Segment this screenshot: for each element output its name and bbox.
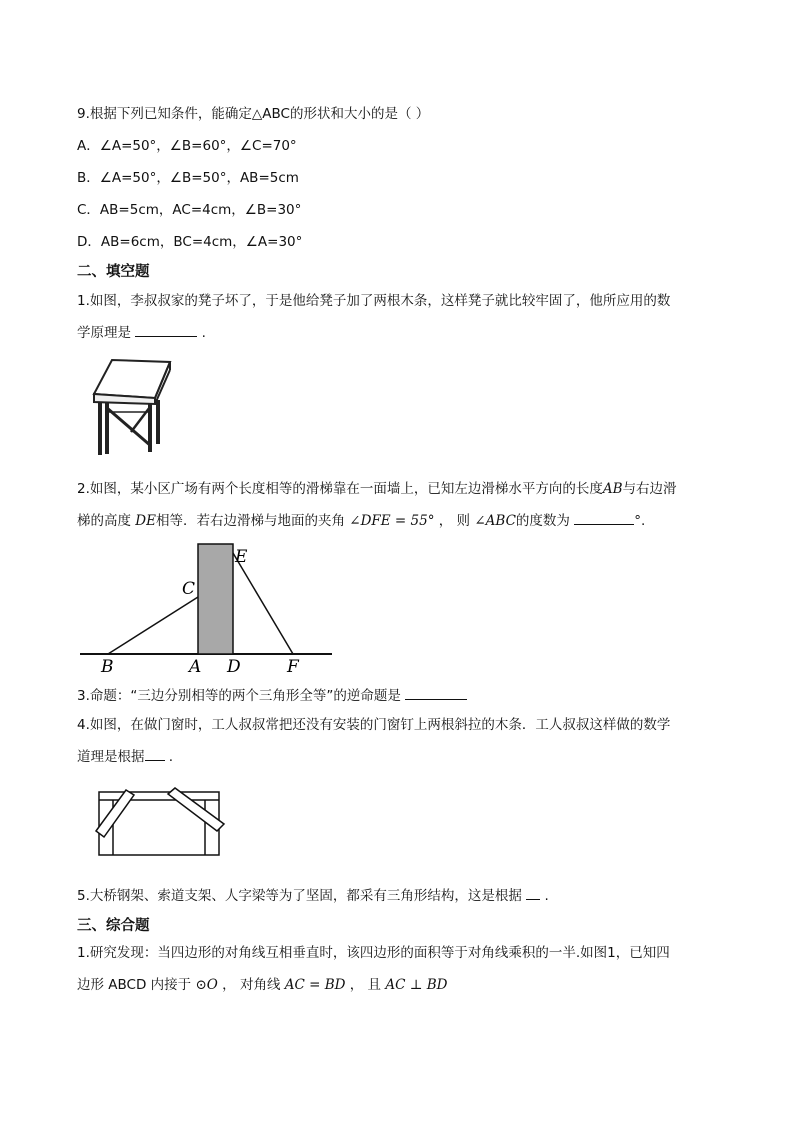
fill2-math-ab: AB xyxy=(602,481,623,497)
label-d: D xyxy=(227,657,241,675)
label-e: E xyxy=(235,547,248,567)
slide-figure xyxy=(78,540,338,675)
q9-option-b: B．∠A=50°，∠B=50°，AB=5cm xyxy=(77,170,299,186)
q9-option-a: A．∠A=50°，∠B=60°，∠C=70° xyxy=(77,138,297,154)
slide-bc xyxy=(108,597,198,654)
q9-stem: 9.根据下列已知条件，能确定△ABC的形状和大小的是（ ） xyxy=(77,106,430,122)
label-a: A xyxy=(189,657,202,675)
fill4-question xyxy=(77,709,727,773)
fill5-text: 5.大桥钢架、索道支架、人字梁等为了坚固，都采有三角形结构，这是根据 xyxy=(77,888,522,904)
fill1-answer-blank[interactable] xyxy=(135,324,197,337)
fill2-answer-blank[interactable] xyxy=(574,512,634,525)
comp1-question xyxy=(77,937,727,1001)
q9-option-d: D．AB=6cm，BC=4cm，∠A=30° xyxy=(77,234,303,250)
section2-title: 二、填空题 xyxy=(77,264,150,280)
fill2-math-de: DE xyxy=(135,513,156,529)
fill2-question xyxy=(77,473,727,537)
fill4-text-b: 道理是根据 xyxy=(77,749,145,765)
fill1-text-a: 1.如图，李叔叔家的凳子坏了，于是他给凳子加了两根木条，这样凳子就比较牢固了，他所应用的数 xyxy=(77,293,671,309)
fill1-period: . xyxy=(201,325,206,341)
fill3-text: 3.命题：“三边分别相等的两个三角形全等”的逆命题是 xyxy=(77,688,401,704)
fill2-text-a2: 与右边滑 xyxy=(622,481,677,497)
fill2-text-b3: ， 则 xyxy=(438,513,471,529)
fill2-text-b2: 相等．若右边滑梯与地面的夹角 xyxy=(155,513,345,529)
label-b: B xyxy=(101,657,114,675)
fill2-text-b4: 的度数为 xyxy=(515,513,570,529)
comp1-math-circle: ⊙O xyxy=(195,977,218,993)
fill1-text-b: 学原理是 xyxy=(77,325,131,341)
fill2-math-abc: ∠ABC xyxy=(474,513,516,529)
fill1-question xyxy=(77,285,727,349)
fill4-answer-blank[interactable] xyxy=(145,748,165,761)
stool-figure xyxy=(85,350,175,460)
label-c: C xyxy=(182,579,196,599)
fill5-answer-blank[interactable] xyxy=(526,887,540,900)
slide-ef xyxy=(233,553,293,654)
fill3-answer-blank[interactable] xyxy=(405,687,467,700)
fill2-text-a: 2.如图，某小区广场有两个长度相等的滑梯靠在一面墙上，已知左边滑梯水平方向的长度 xyxy=(77,481,603,497)
fill5-question xyxy=(77,884,549,904)
fill3-question xyxy=(77,684,467,704)
fill4-text-a: 4.如图，在做门窗时，工人叔叔常把还没有安装的门窗钉上两根斜拉的木条．工人叔叔这样做的数学 xyxy=(77,717,671,733)
fill2-math-angle: ∠DFE = 55° xyxy=(349,513,435,529)
wall xyxy=(198,544,233,654)
fill4-period: . xyxy=(168,749,174,765)
section3-title: 三、综合题 xyxy=(77,918,150,934)
fill2-text-b: 梯的高度 xyxy=(77,513,131,529)
comp1-text-a: 1.研究发现：当四边形的对角线互相垂直时，该四边形的面积等于对角线乘积的一半.如图1，已知四 xyxy=(77,945,670,961)
window-frame-figure xyxy=(92,786,232,858)
fill5-period: . xyxy=(544,888,549,904)
fill2-end: °. xyxy=(634,513,646,529)
comp1-math-eq: AC = BD xyxy=(284,977,346,993)
label-f: F xyxy=(287,657,299,675)
comp1-text-b: 边形 ABCD 内接于 xyxy=(77,977,192,993)
q9-option-c: C．AB=5cm，AC=4cm，∠B=30° xyxy=(77,202,302,218)
comp1-text-b2: ， 对角线 xyxy=(222,977,281,993)
comp1-math-perp: AC ⊥ BD xyxy=(385,977,448,993)
comp1-text-b3: ， 且 xyxy=(349,977,382,993)
